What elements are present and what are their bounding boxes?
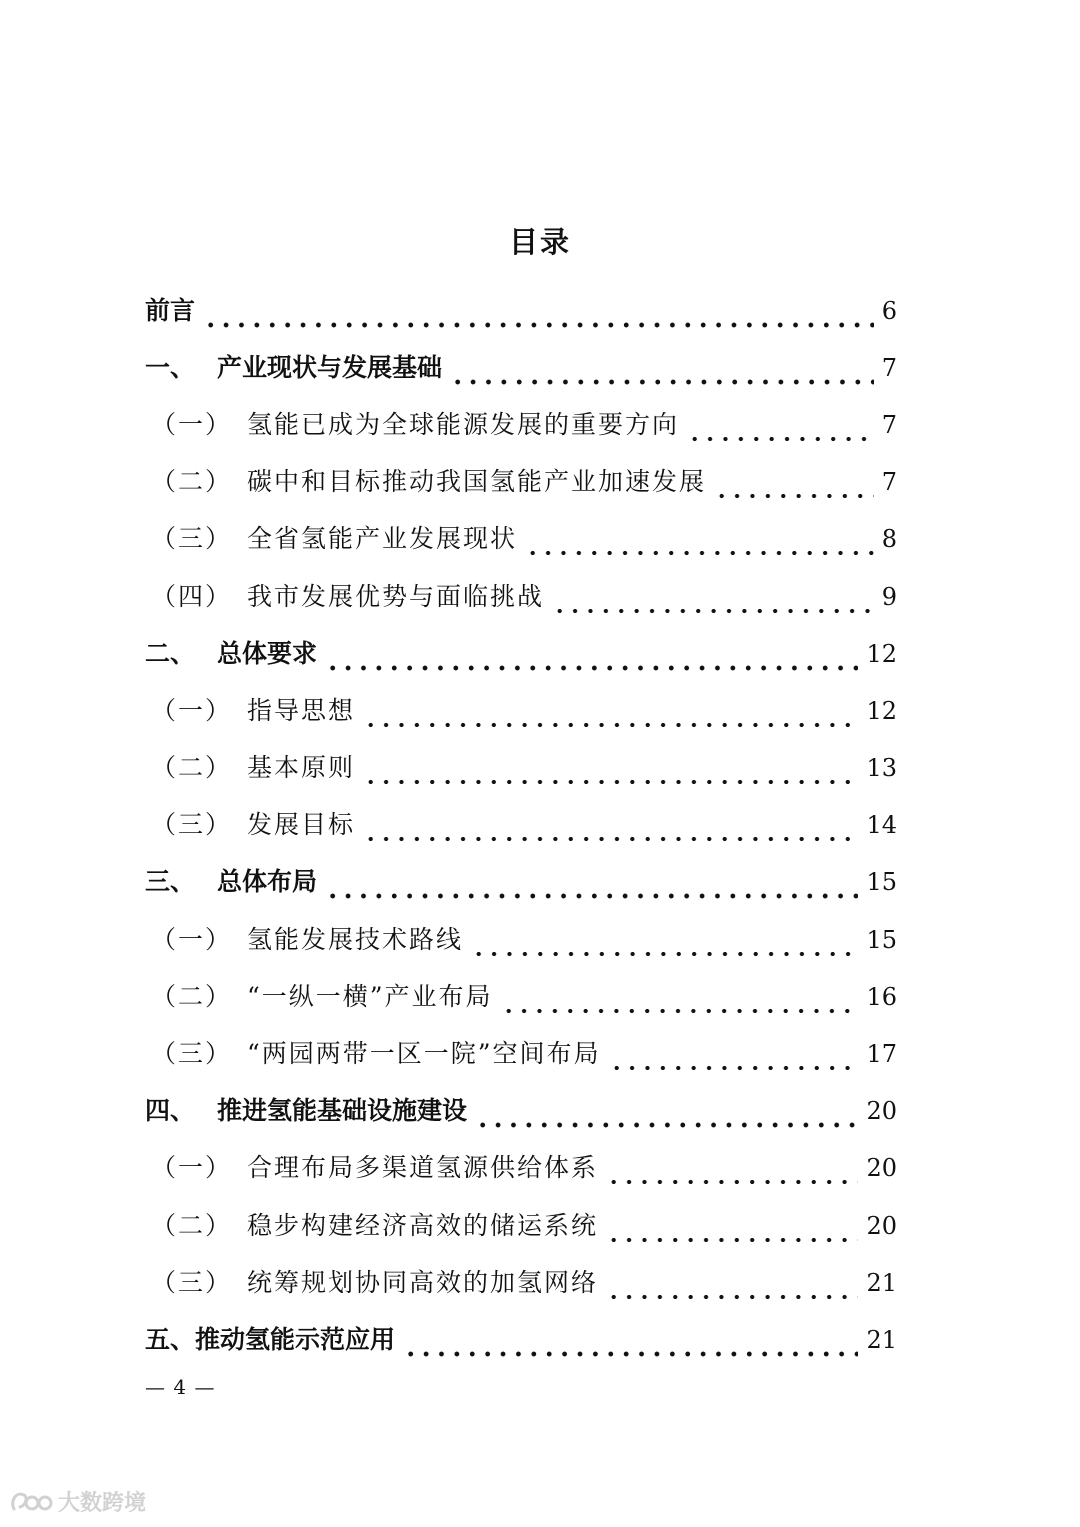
toc-dot-leader xyxy=(450,346,874,390)
toc-entry-title: 指导思想 xyxy=(247,695,356,725)
toc-entry-title: 产业现状与发展基础 xyxy=(217,352,443,382)
toc-dot-leader xyxy=(325,632,858,676)
toc-page-number: 16 xyxy=(866,982,897,1011)
toc-entry[interactable] xyxy=(145,282,897,339)
toc-dot-leader xyxy=(525,517,874,561)
toc-page-number: 12 xyxy=(866,639,897,668)
toc-entry-number: （四） xyxy=(151,581,233,611)
toc-entry[interactable] xyxy=(145,1197,897,1254)
toc-page-number: 14 xyxy=(866,811,897,840)
toc-dot-leader xyxy=(475,1089,858,1133)
toc-dot-leader xyxy=(714,460,874,504)
toc-page-number: 15 xyxy=(866,925,897,954)
toc-dot-leader xyxy=(501,975,859,1019)
toc-entry[interactable] xyxy=(145,682,897,739)
toc-entry-number: 三、 xyxy=(145,867,196,897)
toc-entry-number: 五、 xyxy=(145,1324,196,1354)
toc-entry-number: 一、 xyxy=(145,352,196,382)
toc-entry-title: 总体要求 xyxy=(217,638,318,668)
table-of-contents xyxy=(145,282,897,1369)
toc-dot-leader xyxy=(606,1261,858,1305)
toc-page-number: 12 xyxy=(866,696,897,725)
toc-entry-title: 统筹规划协同高效的加氢网络 xyxy=(247,1267,599,1297)
toc-entry-title: 氢能发展技术路线 xyxy=(247,924,464,954)
toc-dot-leader xyxy=(606,1146,858,1190)
watermark-text: 大数跨境 xyxy=(58,1491,147,1516)
toc-entry-number: （二） xyxy=(151,981,233,1011)
toc-entry[interactable] xyxy=(145,339,897,396)
toc-entry[interactable] xyxy=(145,454,897,511)
toc-dot-leader xyxy=(609,1032,859,1076)
toc-dot-leader xyxy=(403,1318,858,1362)
toc-dot-leader xyxy=(363,746,858,790)
toc-entry-number: （二） xyxy=(151,753,233,783)
toc-page-number: 20 xyxy=(866,1154,897,1183)
toc-page-number: 21 xyxy=(866,1268,897,1297)
toc-page-number: 7 xyxy=(881,468,897,497)
toc-entry[interactable] xyxy=(145,911,897,968)
toc-page-number: 20 xyxy=(866,1097,897,1126)
toc-entry-number: （一） xyxy=(151,924,233,954)
watermark xyxy=(8,1486,146,1517)
toc-entry-title: 氢能已成为全球能源发展的重要方向 xyxy=(247,409,680,439)
toc-dot-leader xyxy=(471,918,858,962)
toc-entry[interactable] xyxy=(145,568,897,625)
toc-page-number: 8 xyxy=(881,525,897,554)
toc-entry-number: 四、 xyxy=(145,1096,196,1126)
toc-page-number: 17 xyxy=(866,1040,897,1069)
toc-entry-title: 全省氢能产业发展现状 xyxy=(247,524,518,554)
toc-entry-title: 总体布局 xyxy=(217,867,318,897)
page-number: — 4 — xyxy=(145,1375,216,1399)
toc-entry-number: （三） xyxy=(151,524,233,554)
toc-entry-number: （三） xyxy=(151,810,233,840)
toc-entry-title: “一纵一横”产业布局 xyxy=(247,981,493,1011)
toc-dot-leader xyxy=(203,289,874,333)
toc-page-number: 9 xyxy=(881,582,897,611)
page-title: 目录 xyxy=(508,225,571,259)
toc-dot-leader xyxy=(606,1204,858,1248)
toc-page-number: 15 xyxy=(866,868,897,897)
toc-page-number: 20 xyxy=(866,1211,897,1240)
toc-entry[interactable] xyxy=(145,396,897,453)
toc-page-number: 7 xyxy=(881,410,897,439)
brand-logo-icon xyxy=(8,1487,54,1517)
toc-entry-number: （一） xyxy=(151,409,233,439)
toc-entry-title: 推动氢能示范应用 xyxy=(195,1324,396,1354)
toc-entry-number: （三） xyxy=(151,1039,233,1069)
toc-dot-leader xyxy=(363,689,858,733)
toc-entry[interactable] xyxy=(145,1083,897,1140)
toc-entry[interactable] xyxy=(145,511,897,568)
toc-entry[interactable] xyxy=(145,854,897,911)
toc-dot-leader xyxy=(325,860,858,904)
toc-entry[interactable] xyxy=(145,1025,897,1082)
toc-entry-title: 基本原则 xyxy=(247,753,356,783)
toc-dot-leader xyxy=(363,803,858,847)
toc-entry-title: “两园两带一区一院”空间布局 xyxy=(247,1039,601,1069)
toc-entry-number: （一） xyxy=(151,1153,233,1183)
toc-page-number: 21 xyxy=(866,1325,897,1354)
toc-entry[interactable] xyxy=(145,1311,897,1368)
toc-entry-title: 前言 xyxy=(145,295,196,325)
toc-entry[interactable] xyxy=(145,740,897,797)
toc-entry[interactable] xyxy=(145,1254,897,1311)
toc-entry-number: （一） xyxy=(151,695,233,725)
toc-entry-title: 我市发展优势与面临挑战 xyxy=(247,581,545,611)
toc-entry-title: 稳步构建经济高效的储运系统 xyxy=(247,1210,599,1240)
toc-entry[interactable] xyxy=(145,968,897,1025)
toc-entry-title: 推进氢能基础设施建设 xyxy=(217,1096,468,1126)
toc-entry-title: 合理布局多渠道氢源供给体系 xyxy=(247,1153,599,1183)
toc-dot-leader xyxy=(552,575,874,619)
toc-page-number: 13 xyxy=(866,754,897,783)
toc-entry-title: 碳中和目标推动我国氢能产业加速发展 xyxy=(247,467,707,497)
toc-entry-number: （三） xyxy=(151,1267,233,1297)
toc-entry-number: （二） xyxy=(151,1210,233,1240)
toc-entry-number: （二） xyxy=(151,467,233,497)
toc-entry-number: 二、 xyxy=(145,638,196,668)
toc-entry[interactable] xyxy=(145,797,897,854)
toc-entry-title: 发展目标 xyxy=(247,810,356,840)
toc-page-number: 6 xyxy=(881,296,897,325)
toc-entry[interactable] xyxy=(145,625,897,682)
toc-page-number: 7 xyxy=(881,353,897,382)
toc-entry[interactable] xyxy=(145,1140,897,1197)
toc-dot-leader xyxy=(687,403,874,447)
